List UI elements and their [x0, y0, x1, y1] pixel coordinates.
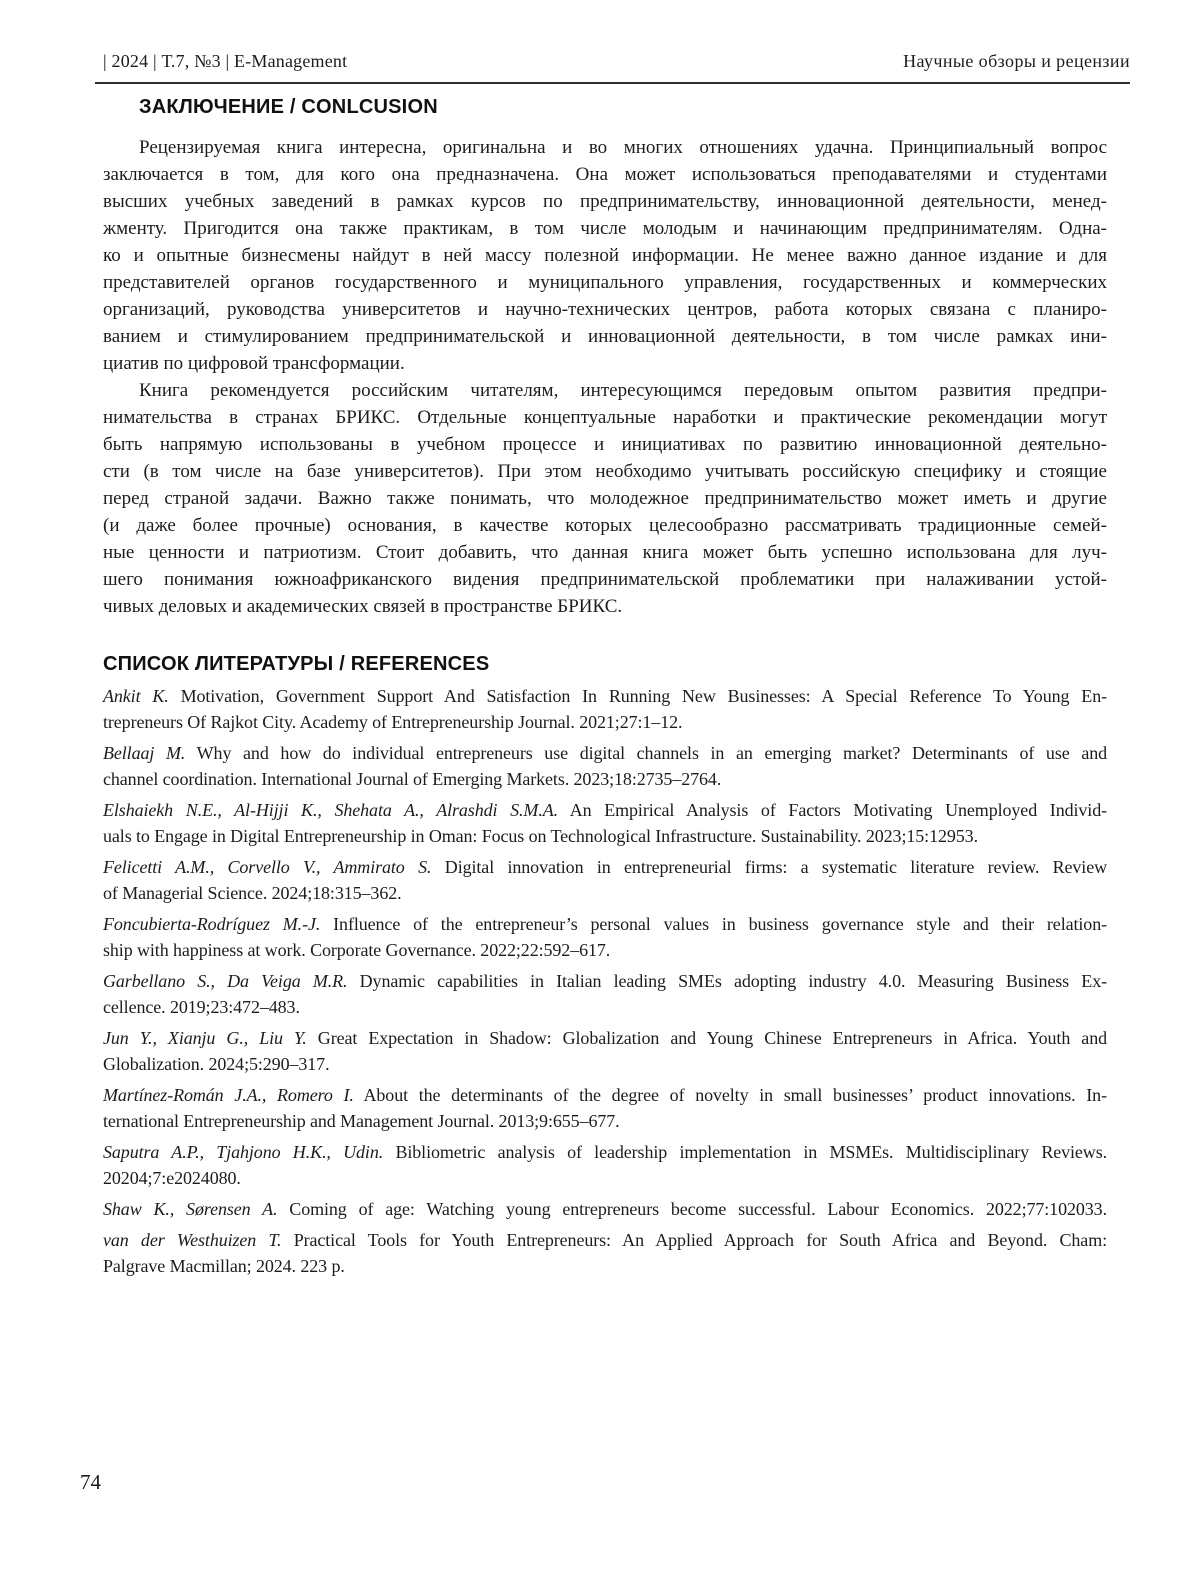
reference-first-line — [103, 1227, 1107, 1253]
reference-second-line: uals to Engage in Digital Entrepreneurship in Oman: Focus on Technological Infrastructure. Sustainability. 2023;15:12953. — [103, 826, 978, 846]
text-line: Книга рекомендуется российским читателям, интересующимся передовым опытом развития предпри- — [139, 380, 1107, 401]
reference-title: Great Expectation in Shadow: Globalization and Young Chinese Entrepreneurs in Africa. Youth and — [317, 1028, 1107, 1048]
reference-second-line: trepreneurs Of Rajkot City. Academy of Entrepreneurship Journal. 2021;27:1–12. — [103, 712, 683, 732]
reference-first-line — [103, 1025, 1107, 1051]
reference-item — [103, 968, 1107, 1020]
reference-authors: Foncubierta-Rodríguez M.-J. — [103, 914, 321, 934]
reference-title: Digital innovation in entrepreneurial firms: a systematic literature review. Review — [444, 857, 1107, 877]
reference-item — [103, 740, 1107, 792]
reference-first-line — [103, 854, 1107, 880]
reference-first-line — [103, 1196, 1107, 1222]
reference-first-line — [103, 740, 1107, 766]
reference-title: Bibliometric analysis of leadership implementation in MSMEs. Multidisciplinary Reviews. — [395, 1142, 1108, 1162]
page-content — [103, 0, 1107, 1284]
text-line: перед страной задачи. Важно также понимать, что молодежное предпринимательство может иметь и другие — [103, 488, 1107, 509]
reference-title: Practical Tools for Youth Entrepreneurs: An Applied Approach for South Africa and Beyond. Cham: — [293, 1230, 1107, 1250]
reference-second-line: Palgrave Macmillan; 2024. 223 p. — [103, 1256, 345, 1276]
reference-title: Dynamic capabilities in Italian leading SMEs adopting industry 4.0. Measuring Business Ex- — [359, 971, 1107, 991]
reference-authors: Garbellano S., Da Veiga M.R. — [103, 971, 348, 991]
text-line: циатив по цифровой трансформации. — [103, 353, 405, 374]
reference-second-line: ternational Entrepreneurship and Management Journal. 2013;9:655–677. — [103, 1111, 620, 1131]
text-line: ко и опытные бизнесмены найдут в ней массу полезной информации. Не менее важно данное издание и для — [103, 245, 1107, 266]
reference-title: Why and how do individual entrepreneurs use digital channels in an emerging market? Determinants of use and — [196, 743, 1108, 763]
reference-authors: Saputra A.P., Tjahjono H.K., Udin. — [103, 1142, 384, 1162]
text-line: заключается в том, для кого она предназначена. Она может использоваться преподавателями и студентами — [103, 164, 1107, 185]
reference-authors: Shaw K., Sørensen A. — [103, 1199, 278, 1219]
text-line: (и даже более прочные) основания, в качестве которых целесообразно рассматривать традиционные семей- — [103, 515, 1107, 536]
reference-title: Influence of the entrepreneur’s personal values in business governance style and their relation- — [333, 914, 1107, 934]
reference-item — [103, 911, 1107, 963]
reference-authors: Ankit K. — [103, 686, 169, 706]
text-line: шего понимания южноафриканского видения предпринимательской проблематики при налаживании устой- — [103, 569, 1107, 590]
reference-second-line: channel coordination. International Journal of Emerging Markets. 2023;18:2735–2764. — [103, 769, 722, 789]
text-line: нимательства в странах БРИКС. Отдельные концептуальные наработки и практические рекомендации могут — [103, 407, 1107, 428]
text-line: чивых деловых и академических связей в пространстве БРИКС. — [103, 596, 623, 617]
reference-first-line — [103, 797, 1107, 823]
reference-authors: Martínez-Román J.A., Romero I. — [103, 1085, 354, 1105]
text-line: представителей органов государственного и муниципального управления, государственных и коммерческих — [103, 272, 1107, 293]
reference-item — [103, 1025, 1107, 1077]
text-line: организаций, руководства университетов и научно-технических центров, работа которых связана с планиро- — [103, 299, 1107, 320]
references-list — [103, 683, 1107, 1279]
reference-item — [103, 1082, 1107, 1134]
reference-item — [103, 854, 1107, 906]
header-issue-info: | 2024 | Т.7, №3 | E-Management — [103, 51, 348, 71]
text-line: ные ценности и патриотизм. Стоит добавить, что данная книга может быть успешно использована для луч- — [103, 542, 1107, 563]
reference-authors: van der Westhuizen T. — [103, 1230, 282, 1250]
reference-first-line — [103, 683, 1107, 709]
text-line: высших учебных заведений в рамках курсов по предпринимательству, инновационной деятельности, менед- — [103, 191, 1107, 212]
reference-second-line: Globalization. 2024;5:290–317. — [103, 1054, 330, 1074]
text-line: сти (в том числе на базе университетов). При этом необходимо учитывать российскую специфику и стоящие — [103, 461, 1107, 482]
header-section-name: Научные обзоры и рецензии — [903, 51, 1130, 71]
reference-first-line — [103, 1139, 1107, 1165]
reference-second-line: of Managerial Science. 2024;18:315–362. — [103, 883, 402, 903]
conclusion-paragraph-1 — [103, 134, 1107, 377]
page-number: 74 — [80, 1470, 101, 1494]
reference-item — [103, 797, 1107, 849]
reference-item — [103, 1139, 1107, 1191]
reference-title: About the determinants of the degree of novelty in small businesses’ product innovations. In- — [363, 1085, 1107, 1105]
reference-first-line — [103, 1082, 1107, 1108]
reference-second-line: ship with happiness at work. Corporate Governance. 2022;22:592–617. — [103, 940, 611, 960]
reference-authors: Felicetti A.M., Corvello V., Ammirato S. — [103, 857, 432, 877]
reference-first-line — [103, 911, 1107, 937]
reference-second-line: 20204;7:e2024080. — [103, 1168, 241, 1188]
reference-first-line — [103, 968, 1107, 994]
reference-item — [103, 1227, 1107, 1279]
reference-title: An Empirical Analysis of Factors Motivating Unemployed Individ- — [569, 800, 1107, 820]
reference-authors: Elshaiekh N.E., Al-Hijji K., Shehata A., Alrashdi S.M.A. — [103, 800, 559, 820]
text-line: жменту. Пригодится она также практикам, в том числе молодым и начинающим предпринимателям. Одна- — [103, 218, 1107, 239]
reference-item — [103, 683, 1107, 735]
reference-item — [103, 1196, 1107, 1222]
reference-title: Motivation, Government Support And Satisfaction In Running New Businesses: A Special Reference To Young En- — [180, 686, 1107, 706]
text-line: быть напрямую использованы в учебном процессе и инициативах по развитию инновационной деятельно- — [103, 434, 1107, 455]
reference-authors: Bellaaj M. — [103, 743, 186, 763]
references-heading: СПИСОК ЛИТЕРАТУРЫ / REFERENCES — [103, 653, 490, 675]
conclusion-paragraph-2 — [103, 377, 1107, 620]
reference-second-line: cellence. 2019;23:472–483. — [103, 997, 300, 1017]
text-line: Рецензируемая книга интересна, оригинальна и во многих отношениях удачна. Принципиальный вопрос — [139, 137, 1107, 158]
reference-title: Coming of age: Watching young entrepreneurs become successful. Labour Economics. 2022;77:102033. — [289, 1199, 1107, 1219]
reference-authors: Jun Y., Xianju G., Liu Y. — [103, 1028, 307, 1048]
conclusion-heading: ЗАКЛЮЧЕНИЕ / CONLCUSION — [139, 96, 438, 118]
text-line: ванием и стимулированием предпринимательской и инновационной деятельности, в том числе рамках ини- — [103, 326, 1107, 347]
